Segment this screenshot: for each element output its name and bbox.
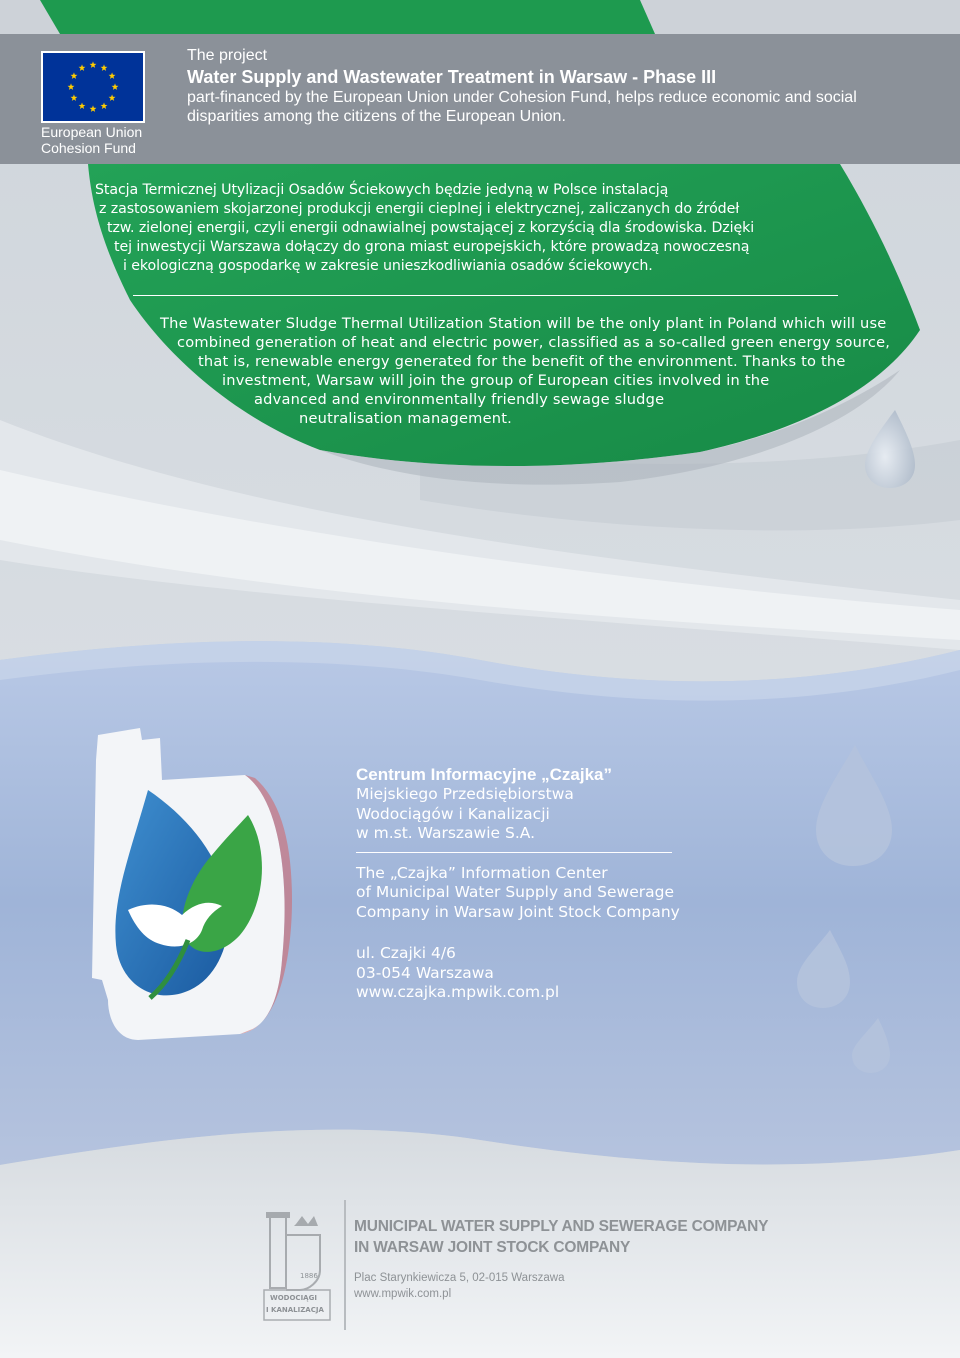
footer-address: Plac Starynkiewicza 5, 02-015 Warszawa bbox=[354, 1272, 565, 1284]
polish-text-line: Stacja Termicznej Utylizacji Osadów Ściekowych będzie jedyną w Polsce instalacją bbox=[95, 182, 669, 198]
contact-street: ul. Czajki 4/6 bbox=[356, 944, 456, 962]
contact-pl-line: Wodociągów i Kanalizacji bbox=[356, 804, 550, 823]
english-text-line: advanced and environmentally friendly sewage sludge bbox=[254, 391, 665, 408]
eu-flag-icon bbox=[41, 51, 145, 123]
polish-text-line: z zastosowaniem skojarzonej produkcji energii cieplnej i elektrycznej, zaliczanych do źródeł bbox=[99, 201, 740, 217]
contact-title: Centrum Informacyjne „Czajka” bbox=[356, 765, 613, 784]
logo-year: 1886 bbox=[300, 1272, 318, 1280]
logo-text2: I KANALIZACJA bbox=[266, 1306, 324, 1314]
eu-star-icon bbox=[101, 102, 108, 109]
footer-company-line1: MUNICIPAL WATER SUPPLY AND SEWERAGE COMPANY bbox=[354, 1218, 769, 1235]
footer-company-line2: IN WARSAW JOINT STOCK COMPANY bbox=[354, 1239, 631, 1256]
contact-pl-line: Miejskiego Przedsiębiorstwa bbox=[356, 785, 574, 803]
contact-en-line: Company in Warsaw Joint Stock Company bbox=[356, 902, 680, 921]
text-divider bbox=[133, 295, 838, 296]
contact-divider bbox=[356, 852, 672, 853]
eu-star-icon bbox=[101, 64, 108, 71]
eu-star-icon bbox=[109, 72, 116, 79]
polish-text-line: i ekologiczną gospodarkę w zakresie unieszkodliwiania osadów ściekowych. bbox=[123, 258, 653, 274]
project-description bbox=[187, 46, 927, 126]
contact-pl-line: w m.st. Warszawie S.A. bbox=[356, 824, 536, 842]
project-desc-line1: part-financed by the European Union under Cohesion Fund, helps reduce economic and social bbox=[187, 89, 857, 106]
eu-star-icon bbox=[90, 61, 97, 68]
english-text-line: The Wastewater Sludge Thermal Utilization Station will be the only plant in Poland which will use bbox=[160, 315, 887, 332]
project-intro: The project bbox=[187, 47, 268, 64]
eu-star-icon bbox=[68, 83, 75, 90]
eu-label-line2: Cohesion Fund bbox=[41, 140, 136, 156]
project-desc-line2: disparities among the citizens of the European Union. bbox=[187, 108, 566, 125]
eu-star-icon bbox=[90, 105, 97, 112]
polish-text-line: tzw. zielonej energii, czyli energii odnawialnej powstającej z korzyścią dla środowiska. Dzięki bbox=[107, 220, 755, 236]
contact-city: 03-054 Warszawa bbox=[356, 963, 494, 982]
footer-company bbox=[354, 1216, 768, 1302]
eu-star-icon bbox=[109, 94, 116, 101]
contact-en-line: of Municipal Water Supply and Sewerage bbox=[356, 883, 675, 901]
footer-website-link[interactable]: www.mpwik.com.pl bbox=[354, 1288, 452, 1300]
contact-website-link[interactable]: www.czajka.mpwik.com.pl bbox=[356, 983, 560, 1001]
eu-star-icon bbox=[71, 72, 78, 79]
english-text-line: combined generation of heat and electric power, classified as a so-called green energy source, bbox=[177, 334, 891, 351]
contact-en-line: The „Czajka” Information Center bbox=[356, 863, 608, 882]
eu-star-icon bbox=[79, 102, 86, 109]
eu-star-icon bbox=[71, 94, 78, 101]
english-text-line: that is, renewable energy generated for the benefit of the environment. Thanks to the bbox=[198, 353, 846, 370]
project-title: Water Supply and Wastewater Treatment in Warsaw - Phase III bbox=[187, 67, 717, 87]
mpwik-emblem-icon bbox=[262, 1208, 332, 1326]
eu-star-icon bbox=[112, 83, 119, 90]
english-text-line: neutralisation management. bbox=[299, 410, 512, 427]
logo-text1: WODOCIĄGI bbox=[270, 1294, 317, 1302]
eu-label-line1: European Union bbox=[41, 124, 143, 140]
polish-text-line: tej inwestycji Warszawa dołączy do grona miast europejskich, które prowadzą nowoczesną bbox=[114, 239, 750, 255]
footer-divider bbox=[344, 1200, 346, 1330]
english-text-line: investment, Warsaw will join the group of European cities involved in the bbox=[222, 372, 770, 389]
contact-block bbox=[356, 765, 776, 1003]
eu-star-icon bbox=[79, 64, 86, 71]
